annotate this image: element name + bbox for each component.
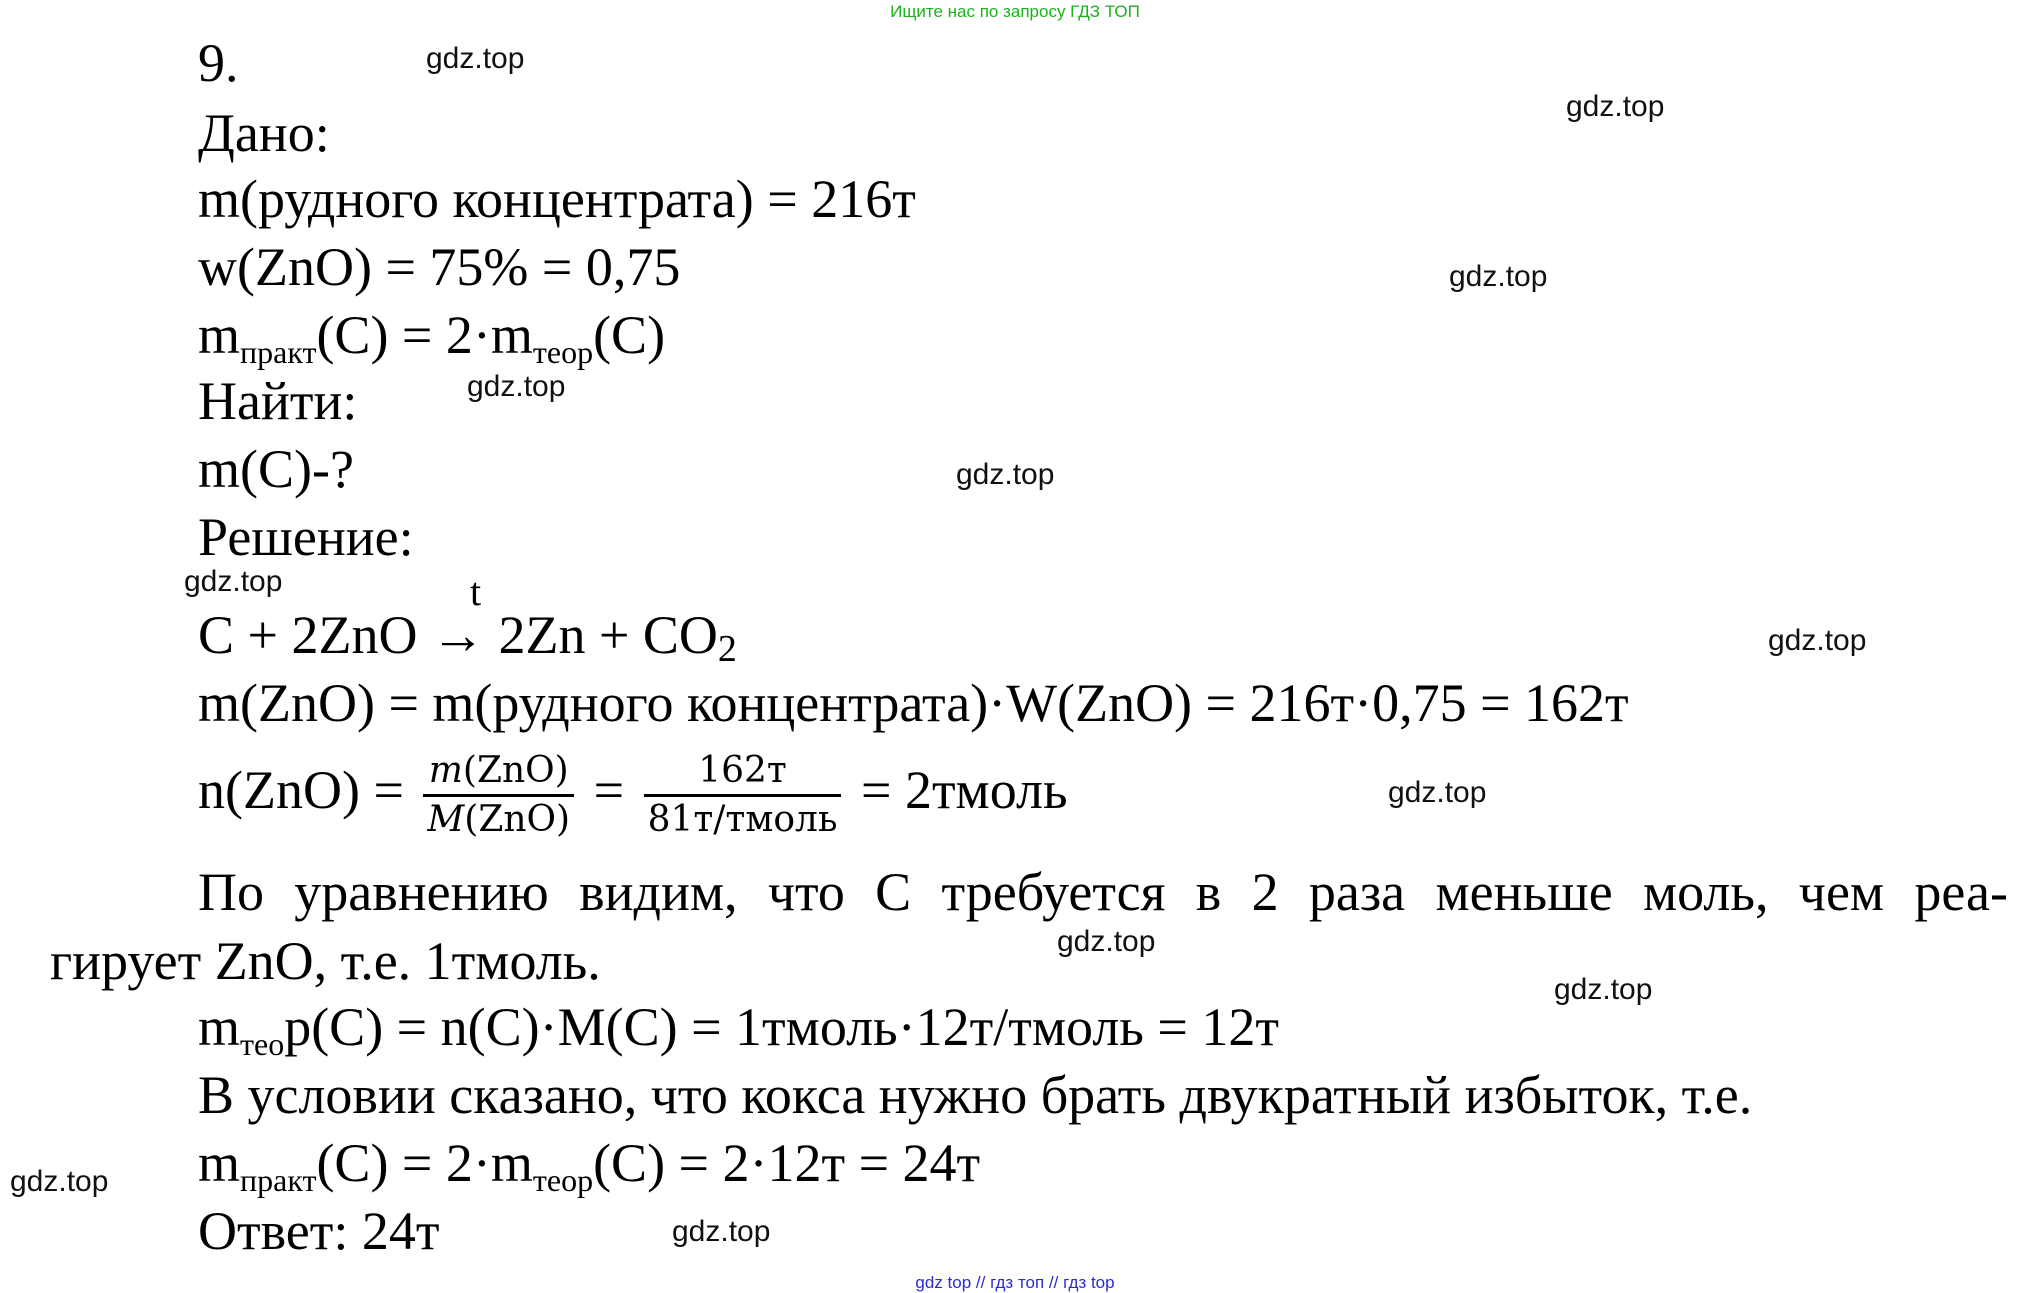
reasoning-paragraph: По уравнению видим, что C требуется в 2 раза меньше моль, чем реа- (198, 862, 2008, 922)
fraction-values: $\frac{162т}{\text{81т/тмоль}}$ (644, 748, 842, 843)
watermark: gdz.top (956, 458, 1055, 491)
watermark: gdz.top (10, 1165, 109, 1198)
watermark: gdz.top (184, 565, 283, 598)
reasoning-paragraph-cont: гирует ZnO, т.е. 1тмоль. (50, 931, 601, 991)
reaction-equation: C + 2ZnO → 2Zn + CO2 (198, 605, 737, 670)
mass-c-theoretical: $m_{тео}р(C) = n(C)\cdot M(C)$ = 1тмоль·12т/тмоль = 12т (198, 997, 1279, 1062)
watermark: gdz.top (426, 42, 525, 75)
watermark: gdz.top (1057, 925, 1156, 958)
find-target: m(C)-? (198, 439, 354, 499)
given-carbon-ratio: $m_{практ}(C) = 2\cdot m_{теор}(C)$ (198, 305, 666, 370)
watermark: gdz.top (1768, 624, 1867, 657)
mass-zno-calc: m(ZnO) = m(рудного концентрата)·W(ZnO) = 216т·0,75 = 162т (198, 673, 1629, 733)
given-heading: Дано: (198, 103, 330, 163)
given-zno-fraction: w(ZnO) = 75% = 0,75 (198, 237, 681, 297)
top-banner[interactable]: Ищите нас по запросу ГДЗ ТОП (890, 2, 1140, 21)
problem-number: 9. (198, 33, 239, 93)
fraction-m-over-M: $\frac{\text{m(ZnO)}}{\text{M(ZnO)}}$ (423, 748, 574, 843)
bottom-banner[interactable]: gdz top // гдз топ // гдз top (915, 1273, 1115, 1292)
mole-zno-calc: n(ZnO) = $\frac{\text{m(ZnO)}}{\text{M(ZnO)}}$ = $\frac{162т}{\text{81т/тмоль}}$ = 2тмоль (198, 748, 1068, 843)
excess-note: В условии сказано, что кокса нужно брать двукратный избыток, т.е. (198, 1065, 1753, 1125)
mass-c-practical: $m_{практ}(C) = 2\cdot m_{теор}(C) = 2\cdot 12т = 24т$ (198, 1133, 981, 1198)
find-heading: Найти: (198, 371, 358, 431)
watermark: gdz.top (467, 370, 566, 403)
solution-heading: Решение: (198, 507, 414, 567)
watermark: gdz.top (1449, 260, 1548, 293)
reaction-condition: t (470, 569, 482, 614)
watermark: gdz.top (1388, 776, 1487, 809)
given-ore-mass: m(рудного концентрата) = 216т (198, 169, 916, 229)
watermark: gdz.top (1566, 90, 1665, 123)
watermark: gdz.top (672, 1215, 771, 1248)
watermark: gdz.top (1554, 973, 1653, 1006)
answer: Ответ: 24т (198, 1201, 440, 1261)
